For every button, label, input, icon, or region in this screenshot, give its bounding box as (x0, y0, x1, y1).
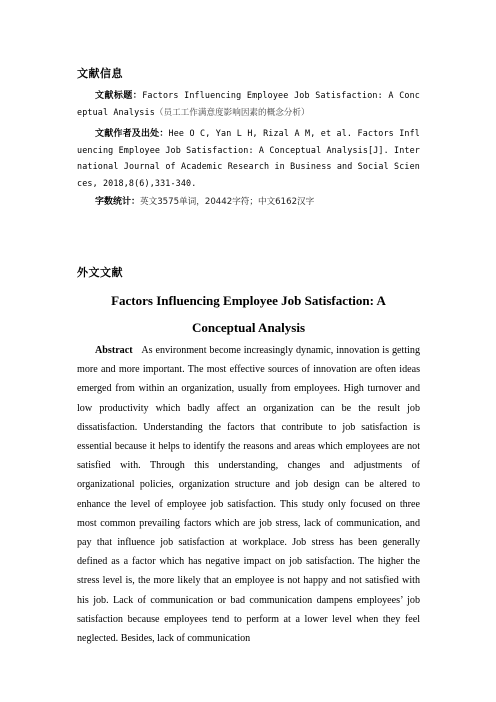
title-label: 文献标题： (95, 91, 143, 101)
title-cn: （员工工作满意度影响因素的概念分析） (154, 107, 310, 118)
author-paragraph (77, 126, 420, 192)
author-label: 文献作者及出处： (95, 129, 169, 139)
paper-title (77, 287, 420, 341)
abstract-text: As environment become increasingly dynamic, innovation is getting more and more important. The most effective sources of innovation are often ideas emerged from within an organization, usually from employees. High turnover and low productivity which badly affect an organization can be the result job dissatisfaction. Understanding the factors that contribute to job satisfaction is essential because it helps to identify the reasons and areas which employees are not satisfied with. Through this understanding, changes and adjustments of organizational policies, organization structure and job design can be altered to enhance the level of employee job satisfaction. This study only focused on three most common prevailing factors which are job stress, lack of communication, and pay that influence job satisfaction at workplace. Job stress has been generally defined as a factor which has negative impact on job satisfaction. The higher the stress level is, the more likely that an employee is not happy and not satisfied with his job. Lack of communication or bad communication dampens employees’ job satisfaction because employees tend to perform at a lower level when they feel neglected. Besides, lack of communication (77, 345, 420, 645)
title-value: Factors Influencing Employee Job Satisfaction: A Conceptual Analysis (77, 90, 420, 117)
title-paragraph (77, 88, 420, 121)
info-block (77, 88, 420, 212)
paper-title-line1: Factors Influencing Employee Job Satisfaction: A (111, 293, 386, 308)
stats-label: 字数统计： (95, 197, 141, 207)
paper-title-line2: Conceptual Analysis (191, 320, 306, 335)
author-value: Hee O C, Yan L H, Rizal A M, et al. Factors Influencing Employee Job Satisfaction: A Conceptual Analysis[J]. International Journal of Academic Research in Business and Social Sciences, 2018,8(6),331-340. (77, 128, 420, 188)
abstract-paragraph (77, 341, 420, 648)
stats-value: 英文3575单词，20442字符；中文6162汉字 (140, 197, 315, 207)
foreign-section-heading: 外文文献 (77, 266, 123, 279)
abstract-label: Abstract (95, 345, 133, 356)
info-section-heading: 文献信息 (77, 67, 123, 80)
stats-paragraph (77, 195, 420, 211)
